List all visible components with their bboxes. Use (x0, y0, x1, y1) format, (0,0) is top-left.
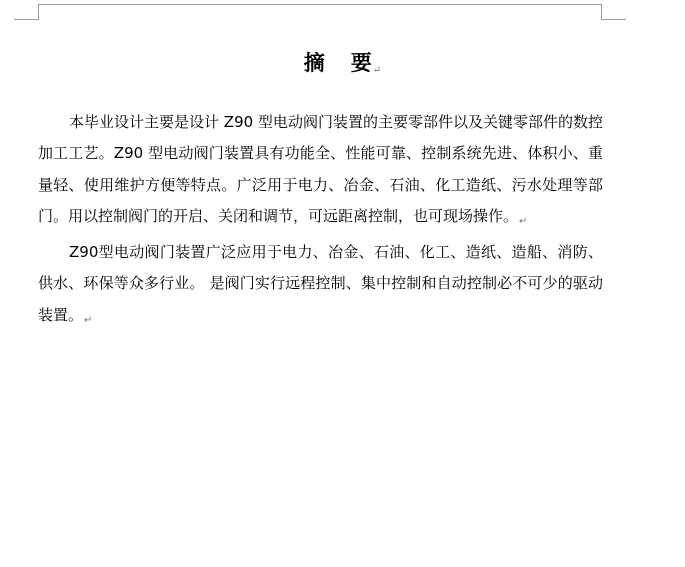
page-top-margin-line (38, 4, 601, 5)
paragraph-mark-icon: ↵ (519, 215, 528, 227)
paragraph (38, 237, 603, 336)
title-char-1: 摘 (303, 50, 325, 75)
paragraph (38, 107, 603, 237)
title-char-2: 要 (350, 50, 372, 75)
paragraph-mark-icon: ↵ (372, 65, 382, 76)
document-body[interactable] (38, 107, 603, 336)
paragraph-text: 本毕业设计主要是设计 Z90 型电动阀门装置的主要零部件以及关键零部件的数控加工工艺。Z90 型电动阀门装置具有功能全、性能可靠、控制系统先进、体积小、重量轻、使用维护方便等特点。广泛用于电力、冶金、石油、化工造纸、污水处理等部门。用以控制阀门的开启、关闭和调节，可远距离控制，也可现场操作。 (38, 113, 603, 225)
document-title (0, 48, 685, 86)
paragraph-text: Z90型电动阀门装置广泛应用于电力、冶金、石油、化工、造纸、造船、消防、供水、环保等众多行业。 是阀门实行远程控制、集中控制和自动控制必不可少的驱动装置。 (38, 243, 603, 324)
page-margin-corner-left (14, 4, 39, 20)
paragraph-mark-icon: ↵ (84, 314, 93, 326)
page-margin-corner-right (601, 4, 626, 20)
